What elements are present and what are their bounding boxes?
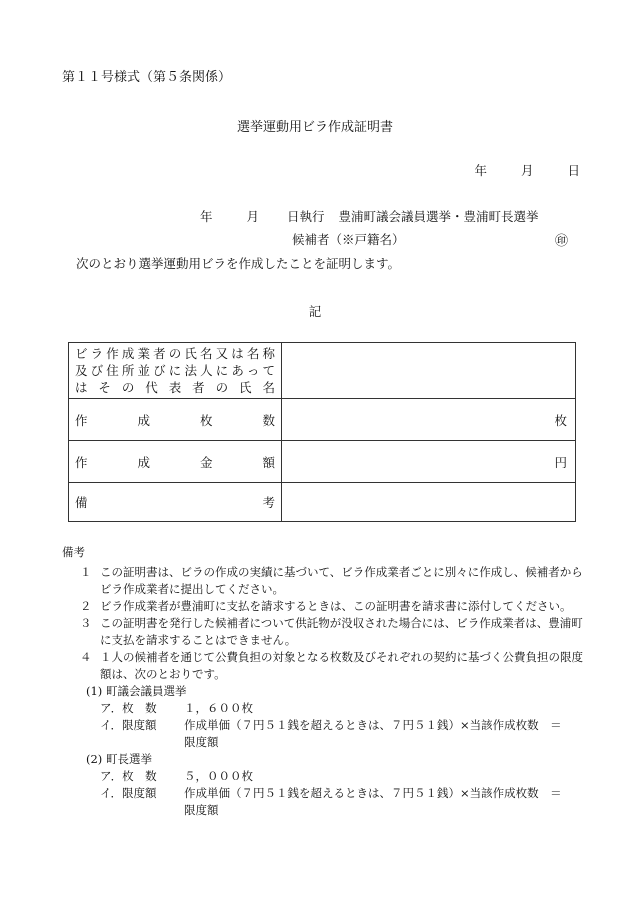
amount-unit: 円 (554, 454, 567, 470)
contractor-label-line1: ビラ作成業者の氏名又は名称 (75, 346, 275, 361)
table-row (69, 483, 576, 522)
candidate-label: 候補者（※戸籍名） (292, 232, 405, 247)
quantity-value[interactable] (282, 399, 576, 441)
section-1-quantity: ア．枚 数 １，６００枚 (100, 701, 253, 715)
note-item-3: ３ この証明書を発行した候補者について供託物が没収された場合には、ビラ作成業者は、豊浦町に支払を請求することはできません。 (80, 616, 583, 647)
section-2-limit: イ．限度額 作成単価（７円５１銭を超えるときは、７円５１銭）×当該作成枚数 ＝ (100, 786, 562, 800)
contractor-value[interactable] (282, 343, 576, 399)
issue-date (474, 161, 580, 179)
note-item-2: ２ ビラ作成業者が豊浦町に支払を請求するときは、この証明書を請求書に添付してください。 (80, 599, 572, 613)
amount-label: 作 成 金 額 (69, 441, 282, 483)
exec-year: 年 (200, 209, 213, 224)
exec-day: 日執行 (287, 209, 325, 224)
amount-value[interactable] (282, 441, 576, 483)
section-1-limit: イ．限度額 作成単価（７円５１銭を超えるときは、７円５１銭）×当該作成枚数 ＝ (100, 718, 562, 732)
statement-text: 次のとおり選挙運動用ビラを作成したことを証明します。 (76, 256, 401, 271)
contractor-label-line3: はその代表者の氏名 (75, 380, 275, 395)
section-2-limit-cont: 限度額 (184, 803, 219, 817)
seal-mark: ㊞ (555, 234, 569, 249)
section-2-quantity: ア．枚 数 ５，０００枚 (100, 769, 253, 783)
remarks-label: 備 考 (69, 483, 282, 522)
exec-month: 月 (246, 209, 260, 224)
quantity-unit: 枚 (554, 412, 567, 428)
quantity-label: 作 成 枚 数 (69, 399, 282, 441)
section-2-title: (2) 町長選挙 (86, 752, 152, 766)
note-item-4: ４ １人の候補者を通じて公費負担の対象となる枚数及びそれぞれの契約に基づく公費負担の限度額は、次のとおりです。 (80, 650, 583, 681)
date-month: 月 (520, 163, 534, 178)
remarks-value[interactable] (282, 483, 576, 522)
form-number: 第１１号様式（第５条関係） (62, 70, 232, 85)
section-1-title: (1) 町議会議員選挙 (86, 684, 187, 698)
table-row (69, 441, 576, 483)
ki-heading: 記 (308, 304, 322, 319)
notes-heading: 備考 (62, 545, 85, 559)
date-year: 年 (474, 163, 487, 178)
note-item-1: １ この証明書は、ビラの作成の実績に基づいて、ビラ作成業者ごとに別々に作成し、候補者からビラ作成業者に提出してください。 (80, 565, 583, 596)
contractor-label-line2: 及び住所並びに法人にあって (75, 363, 275, 378)
section-1-limit-cont: 限度額 (184, 735, 219, 749)
election-line (200, 207, 539, 225)
table-row (69, 399, 576, 441)
document-title: 選挙運動用ビラ作成証明書 (236, 120, 393, 135)
contractor-label (69, 343, 282, 399)
table-row (69, 343, 576, 399)
certificate-table (68, 342, 576, 522)
election-name: 豊浦町議会議員選挙・豊浦町長選挙 (338, 209, 539, 224)
notes-section (62, 544, 592, 819)
date-day: 日 (567, 163, 580, 178)
